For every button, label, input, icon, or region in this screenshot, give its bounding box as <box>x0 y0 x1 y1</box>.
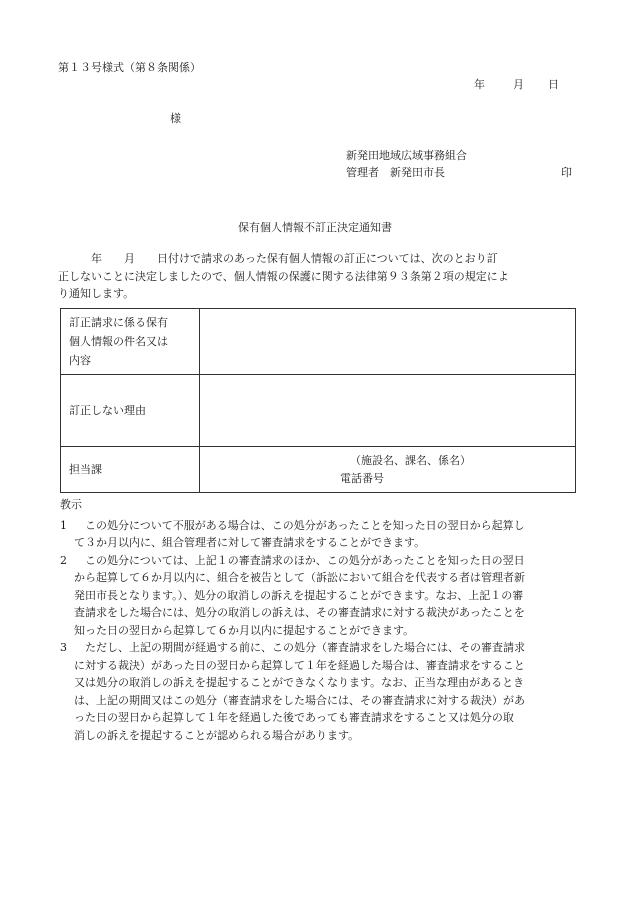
instruction-number: 3 <box>60 641 67 654</box>
notice-title: 保有個人情報不訂正決定通知書 <box>238 221 392 234</box>
intro-paragraph <box>58 250 578 303</box>
department-value[interactable] <box>200 447 576 493</box>
form-number: 第１３号様式（第８条関係） <box>58 61 201 74</box>
date-day: 日 <box>548 78 559 91</box>
date-month: 月 <box>513 78 524 91</box>
subject-label: 訂正請求に係る保有 個人情報の件名又は 内容 <box>61 309 200 375</box>
instruction-item: 1 この処分について不服がある場合は、この処分があったことを知った日の翌日から起算し て３か月以内に、組合管理者に対して審査請求をすることができます。 <box>60 517 580 552</box>
instructions <box>60 496 580 744</box>
intro-line: り通知します。 <box>58 287 135 300</box>
seal-mark: 印 <box>561 166 572 179</box>
issuer-title: 管理者 新発田市長 <box>346 166 445 179</box>
notice-table <box>60 308 576 493</box>
instructions-heading: 教示 <box>60 498 82 511</box>
table-row <box>61 447 576 493</box>
phone-note: 電話番号 <box>340 471 384 485</box>
department-note: （施設名、課名、係名） <box>350 453 471 467</box>
instruction-item: 3 ただし、上記の期間が経過する前に、この処分（審査請求をした場合には、その審査請求 に対する裁決）があった日の翌日から起算して１年を経過した場合は、審査請求をすること 又は処分の取消しの訴えを提起することができなくなります。なお、正当な理由があるとき は、上記の期間又はこの処分（審査請求をした場合には、その審査請求に対する裁決）があ った日の翌日から起算して１年を経過した後であっても審査請求をすること又は処分の取 消しの訴えを提起することが認められる場合があります。 <box>60 639 580 744</box>
instruction-number: 2 <box>60 553 67 567</box>
intro-line: 年 月 日付けで請求のあった保有個人情報の訂正については、次のとおり訂 <box>58 252 498 265</box>
table-row <box>61 375 576 447</box>
date-year: 年 <box>474 78 485 91</box>
instruction-number: 1 <box>60 518 67 532</box>
table-row <box>61 309 576 375</box>
department-label: 担当課 <box>61 447 200 493</box>
addressee-sama: 様 <box>170 112 181 125</box>
instruction-item: 2 この処分については、上記１の審査請求のほか、この処分があったことを知った日の翌日 から起算して６か月以内に、組合を被告として（訴訟において組合を代表する者は管理者新 発田市長となります。）、処分の取消しの訴えを提起することができます。なお、上記１の審 査請求をした場合には、処分の取消しの訴えは、その審査請求に対する裁決があったことを 知った日の翌日から起算して６か月以内に提起することができます。 <box>60 552 580 640</box>
issuer-org: 新発田地域広域事務組合 <box>346 149 467 162</box>
intro-line: 正しないことに決定しましたので、個人情報の保護に関する法律第９３条第２項の規定によ <box>58 269 509 283</box>
reason-value[interactable] <box>200 375 576 447</box>
subject-value[interactable] <box>200 309 576 375</box>
reason-label: 訂正しない理由 <box>61 375 200 447</box>
